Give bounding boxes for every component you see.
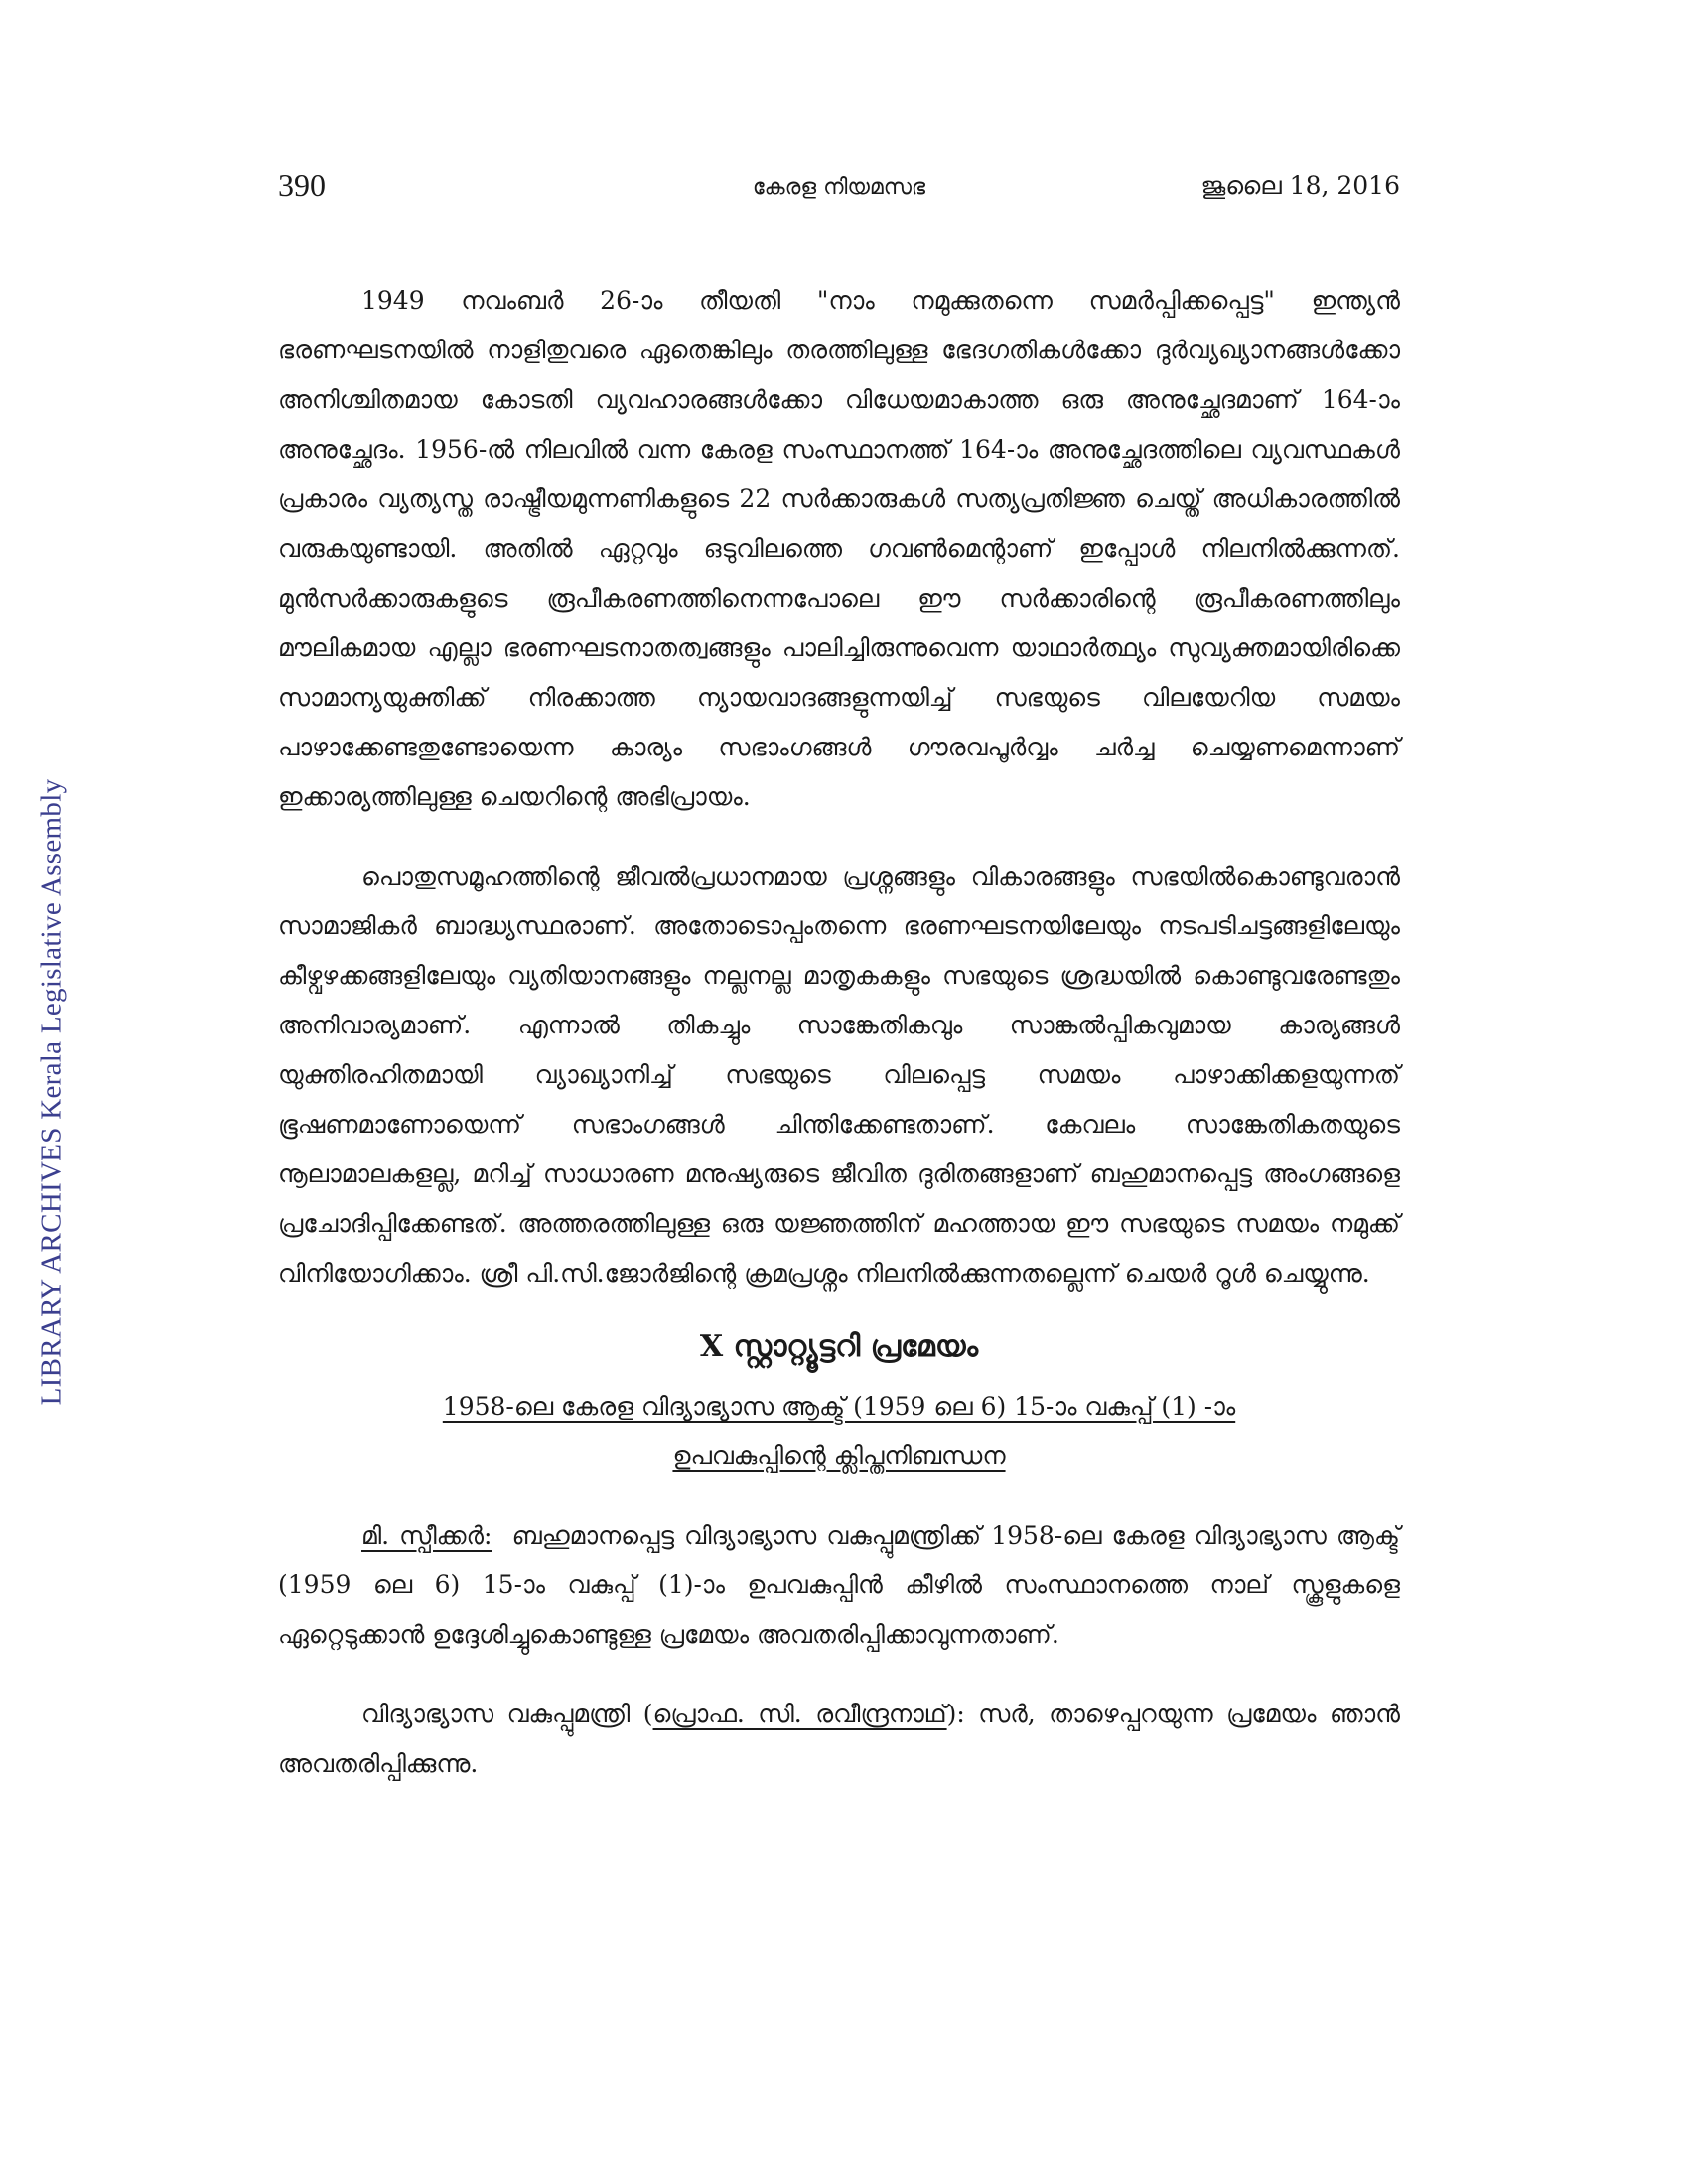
- subtitle-line-1: 1958-ലെ കേരള വിദ്യാഭ്യാസ ആക്ട് (1959 ലെ 6) 15-ാം വകുപ്പ് (1) -ാം: [442, 1392, 1236, 1421]
- page-body: [278, 276, 1400, 1819]
- page-number: 390: [278, 167, 326, 203]
- page-header: [278, 167, 1400, 212]
- subtitle-line-2: ഉപവകുപ്പിന്റെ ക്ലിപ്തനിബന്ധന: [672, 1441, 1006, 1470]
- speaker-statement: [278, 1511, 1400, 1660]
- minister-statement: [278, 1690, 1400, 1789]
- minister-role: വിദ്യാഭ്യാസ വകുപ്പുമന്ത്രി (: [361, 1700, 653, 1728]
- section-title: X സ്റ്റാറ്റ്യൂട്ടറി പ്രമേയം: [699, 1329, 979, 1364]
- speaker-text: ബഹുമാനപ്പെട്ട വിദ്യാഭ്യാസ വകുപ്പുമന്ത്രിക്ക് 1958-ലെ കേരള വിദ്യാഭ്യാസ ആക്ട് (1959 ലെ 6) 15-ാം വകുപ്പ് (1)-ാം ഉപവകുപ്പിൻ കീഴിൽ സംസ്ഥാനത്തെ നാല് സ്കൂളുകളെ ഏറ്റെടുക്കാൻ ഉദ്ദേശിച്ചുകൊണ്ടുള്ള പ്രമേയം അവതരിപ്പിക്കാവുന്നതാണ്.: [278, 1521, 1400, 1649]
- paragraph-conclusion: പൊതുസമൂഹത്തിന്റെ ജീവൽപ്രധാനമായ പ്രശ്നങ്ങളും വികാരങ്ങളും സഭയിൽകൊണ്ടുവരാൻ സാമാജികർ ബാദ്ധ്യസ്ഥരാണ്. അതോടൊപ്പംതന്നെ ഭരണഘടനയിലേയും നടപടിചട്ടങ്ങളിലേയും കീഴ്വഴക്കങ്ങളിലേയും വ്യതിയാനങ്ങളും നല്ലനല്ല മാതൃകകളും സഭയുടെ ശ്രദ്ധയിൽ കൊണ്ടുവരേണ്ടതും അനിവാര്യമാണ്. എന്നാൽ തികച്ചും സാങ്കേതികവും സാങ്കൽപ്പികവുമായ കാര്യങ്ങൾ യുക്തിരഹിതമായി വ്യാഖ്യാനിച്ച് സഭയുടെ വിലപ്പെട്ട സമയം പാഴാക്കിക്കളയുന്നത് ഭൂഷണമാണോയെന്ന് സഭാംഗങ്ങൾ ചിന്തിക്കേണ്ടതാണ്. കേവലം സാങ്കേതികതയുടെ നൂലാമാലകളല്ല, മറിച്ച് സാധാരണ മനുഷ്യരുടെ ജീവിത ദുരിതങ്ങളാണ് ബഹുമാനപ്പെട്ട അംഗങ്ങളെ പ്രചോദിപ്പിക്കേണ്ടത്. അത്തരത്തിലുള്ള ഒരു യജ്ഞത്തിന് മഹത്തായ ഈ സഭയുടെ സമയം നമുക്ക് വിനിയോഗിക്കാം. ശ്രീ പി.സി.ജോർജിന്റെ ക്രമപ്രശ്നം നിലനിൽക്കുന്നതല്ലെന്ന് ചെയർ റൂൾ ചെയ്യുന്നു.: [278, 862, 1400, 1288]
- section-subtitle: [278, 1382, 1400, 1481]
- session-date: ജൂലൈ 18, 2016: [1200, 171, 1400, 200]
- house-name: കേരള നിയമസഭ: [752, 175, 926, 200]
- speaker-name: മി. സ്പീക്കർ:: [361, 1521, 492, 1550]
- minister-name: പ്രൊഫ. സി. രവീന്ദ്രനാഥ്: [652, 1700, 947, 1728]
- archive-stamp: LIBRARY ARCHIVES Kerala Legislative Assembly: [35, 778, 68, 1406]
- minister-text: ): സർ, താഴെപ്പറയുന്ന പ്രമേയം ഞാൻ അവതരിപ്പിക്കുന്നു.: [278, 1700, 1400, 1778]
- paragraph-ruling: 1949 നവംബർ 26-ാം തീയതി "നാം നമുക്കുതന്നെ സമർപ്പിക്കപ്പെട്ട" ഇന്ത്യൻ ഭരണഘടനയിൽ നാളിതുവരെ ഏതെങ്കിലും തരത്തിലുള്ള ഭേദഗതികൾക്കോ ദുർവ്യഖ്യാനങ്ങൾക്കോ അനിശ്ചിതമായ കോടതി വ്യവഹാരങ്ങൾക്കോ വിധേയമാകാത്ത ഒരു അനുച്ഛേദമാണ് 164-ാം അനുച്ഛേദം. 1956-ൽ നിലവിൽ വന്ന കേരള സംസ്ഥാനത്ത് 164-ാം അനുച്ഛേദത്തിലെ വ്യവസ്ഥകൾ പ്രകാരം വ്യത്യസ്ത രാഷ്ട്രീയമുന്നണികളുടെ 22 സർക്കാരുകൾ സത്യപ്രതിജ്ഞ ചെയ്ത് അധികാരത്തിൽ വരുകയുണ്ടായി. അതിൽ ഏറ്റവും ഒടുവിലത്തെ ഗവൺമെന്റാണ് ഇപ്പോൾ നിലനിൽക്കുന്നത്. മുൻസർക്കാരുകളുടെ രൂപീകരണത്തിനെന്നപോലെ ഈ സർക്കാരിന്റെ രൂപീകരണത്തിലും മൗലികമായ എല്ലാ ഭരണഘടനാതത്വങ്ങളും പാലിച്ചിരുന്നുവെന്ന യാഥാർത്ഥ്യം സുവ്യക്തമായിരിക്കെ സാമാന്യയുക്തിക്ക് നിരക്കാത്ത ന്യായവാദങ്ങളുന്നയിച്ച് സഭയുടെ വിലയേറിയ സമയം പാഴാക്കേണ്ടതുണ്ടോയെന്ന കാര്യം സഭാംഗങ്ങൾ ഗൗരവപൂർവ്വം ചർച്ച ചെയ്യണമെന്നാണ് ഇക്കാര്യത്തിലുള്ള ചെയറിന്റെ അഭിപ്രായം.: [278, 286, 1400, 811]
